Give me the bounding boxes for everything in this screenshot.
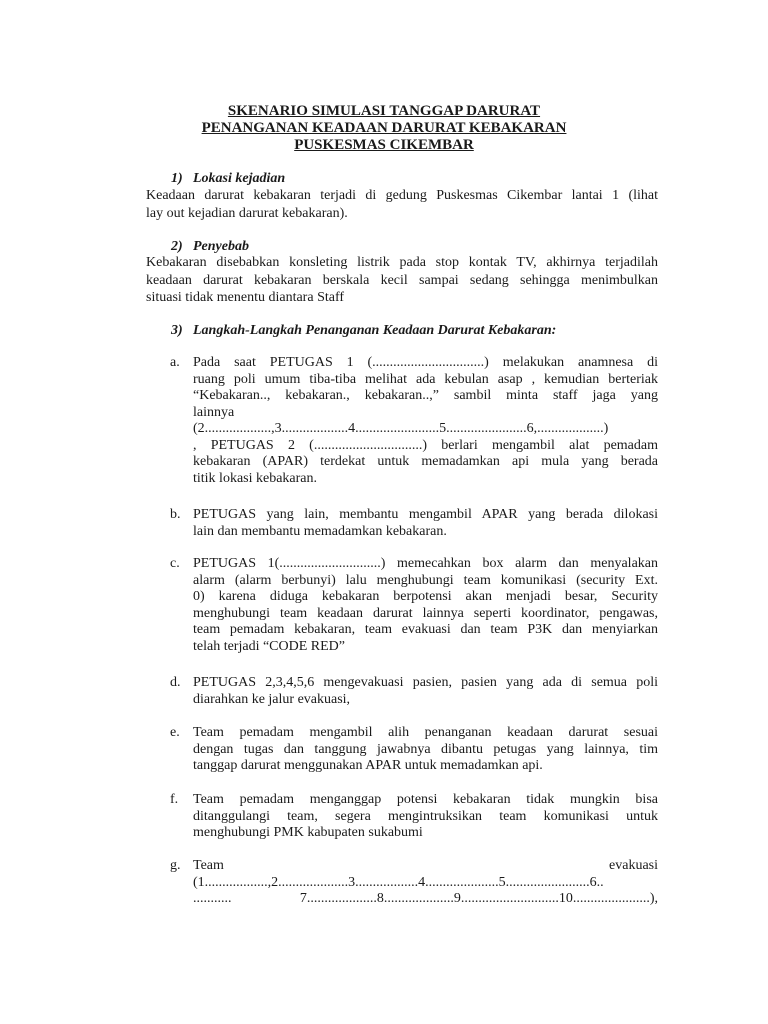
- list-item-line: lainnya: [193, 404, 235, 420]
- list-item-letter: c.: [170, 556, 180, 571]
- section-heading-langkah: [171, 322, 556, 339]
- list-item-line: Team evakuasi: [193, 858, 658, 873]
- paragraph-line: situasi tidak menentu diantara Staff: [146, 290, 345, 305]
- list-item-line: Pada saat PETUGAS 1 (................................) melakukan anamnesa di: [193, 355, 658, 370]
- list-item-line: (1..................,2....................3..................4.....................5........................6..: [193, 874, 604, 890]
- list-item-letter: d.: [170, 675, 181, 690]
- list-item-line: PETUGAS yang lain, membantu mengambil APAR yang berada dilokasi: [193, 507, 658, 522]
- list-item-line: , PETUGAS 2 (...............................) berlari mengambil alat pemadam: [193, 437, 658, 453]
- list-item-line: menghubungi team keadaan darurat lainnya seperti koordinator, pengawas,: [193, 605, 658, 621]
- section-paragraph-lokasi: [146, 187, 658, 222]
- section-heading-text: Penyebab: [193, 239, 249, 254]
- list-item-line: “Kebakaran.., kebakaran., kebakaran..,” sambil minta staff jaga yang: [193, 388, 658, 403]
- section-heading-text: Langkah-Langkah Penanganan Keadaan Darurat Kebakaran:: [193, 323, 557, 338]
- title-line-1: SKENARIO SIMULASI TANGGAP DARURAT: [227, 103, 541, 119]
- list-item-letter: f.: [170, 792, 179, 807]
- list-item-line: PETUGAS 2,3,4,5,6 mengevakuasi pasien, pasien yang ada di semua poli: [193, 675, 658, 690]
- list-item-body: [193, 858, 658, 908]
- list-item-letter: e.: [170, 725, 180, 740]
- list-item-body: [193, 725, 658, 775]
- list-item-body: [193, 556, 658, 655]
- list-item-line: telah terjadi “CODE RED”: [193, 638, 346, 654]
- list-item-line: ........... 7....................8....................9............................10......................),: [193, 891, 658, 906]
- paragraph-line: keadaan darurat kebakaran berskala kecil sampai sedang sehingga menimbulkan: [146, 272, 658, 288]
- title-line-3: PUSKESMAS CIKEMBAR: [294, 137, 474, 153]
- list-item-line: Team pemadam mengambil alih penanganan keadaan darurat sesuai: [193, 725, 658, 740]
- section-heading-text: Lokasi kejadian: [193, 171, 286, 186]
- list-item-body: [193, 507, 658, 540]
- list-item-line: diarahkan ke jalur evakuasi,: [193, 691, 351, 707]
- section-number: 2): [171, 239, 183, 254]
- document-title: [0, 103, 768, 154]
- list-item-body: [193, 355, 658, 487]
- list-item-line: (2...................,3...................4........................5.......................6,...................): [193, 421, 609, 436]
- list-item-line: kebakaran (APAR) terdekat untuk memadamkan api mula yang berada: [193, 454, 658, 469]
- list-item-letter: a.: [170, 355, 180, 370]
- title-line-2: PENANGANAN KEADAAN DARURAT KEBAKARAN: [201, 120, 567, 136]
- list-item-line: tanggap darurat menggunakan APAR untuk memadamkan api.: [193, 758, 543, 773]
- paragraph-line: Kebakaran disebabkan konsleting listrik pada stop kontak TV, akhirnya terjadilah: [146, 255, 658, 270]
- list-item-line: PETUGAS 1(.............................) memecahkan box alarm dan menyalakan: [193, 556, 658, 571]
- section-heading-lokasi: [171, 170, 285, 187]
- list-item-line: lain dan membantu memadamkan kebakaran.: [193, 523, 447, 539]
- paragraph-line: lay out kejadian darurat kebakaran).: [146, 205, 348, 221]
- list-item-body: [193, 792, 658, 842]
- list-item-line: menghubungi PMK kabupaten sukabumi: [193, 825, 423, 840]
- section-heading-penyebab: [171, 238, 249, 255]
- list-item-line: 0) karena diduga kebakaran berpotensi akan menjadi besar, Security: [193, 589, 658, 604]
- list-item-line: Team pemadam menganggap potensi kebakaran tidak mungkin bisa: [193, 792, 658, 807]
- list-item-line: ditanggulangi team, segera mengintruksikan team komunikasi untuk: [193, 808, 658, 824]
- list-item-line: ruang poli umum tiba-tiba melihat ada kebulan asap , kemudian berteriak: [193, 371, 658, 387]
- list-item-body: [193, 675, 658, 708]
- list-item-line: team pemadam kebakaran, team evakuasi dan team P3K dan menyiarkan: [193, 622, 658, 637]
- paragraph-line: Keadaan darurat kebakaran terjadi di gedung Puskesmas Cikembar lantai 1 (lihat: [146, 188, 658, 203]
- section-paragraph-penyebab: [146, 254, 658, 307]
- list-item-letter: g.: [170, 858, 181, 873]
- section-number: 1): [171, 171, 183, 186]
- list-item-line: dengan tugas dan tanggung jawabnya dibantu petugas yang lainnya, tim: [193, 741, 658, 757]
- list-item-line: titik lokasi kebakaran.: [193, 470, 318, 486]
- list-item-letter: b.: [170, 507, 181, 522]
- list-item-line: alarm (alarm berbunyi) lalu menghubungi team komunikasi (security Ext.: [193, 572, 658, 588]
- section-number: 3): [171, 323, 183, 338]
